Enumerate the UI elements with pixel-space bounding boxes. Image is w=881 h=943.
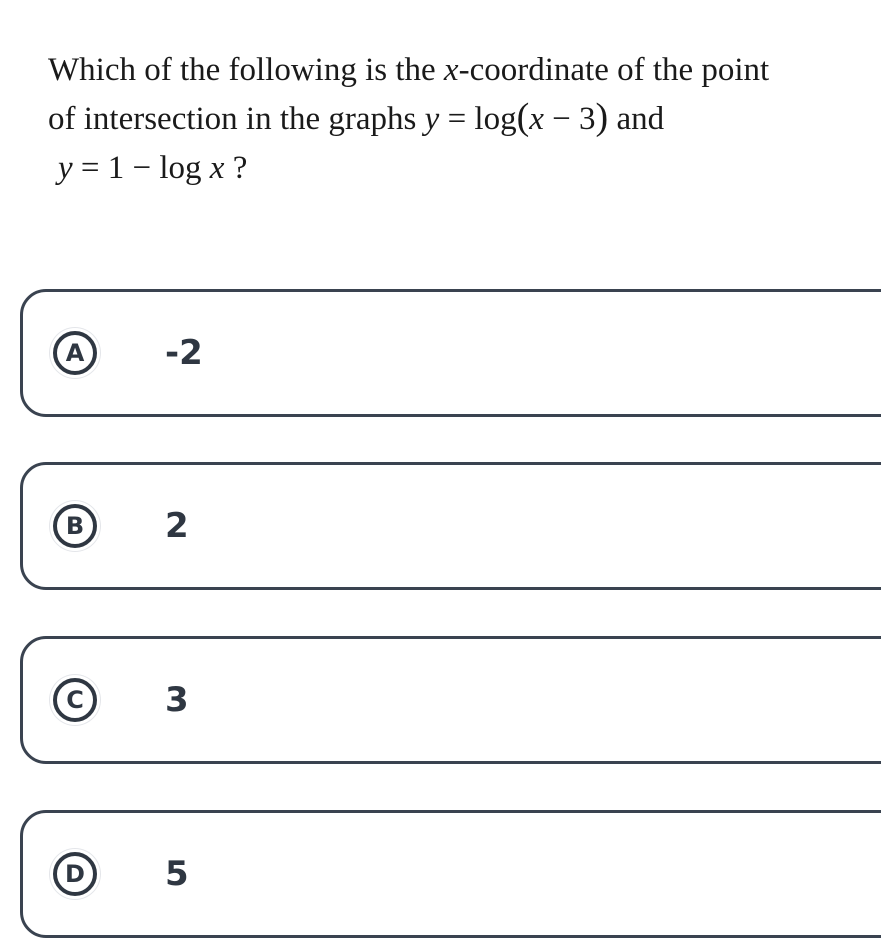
option-letter-a-icon: A — [53, 331, 97, 375]
option-value-b: 2 — [165, 506, 189, 546]
option-letter-c-icon: C — [53, 678, 97, 722]
question-line-2-text: of intersection in the graphs — [48, 101, 425, 137]
answer-option-a[interactable] — [20, 289, 881, 417]
option-value-c: 3 — [165, 680, 189, 720]
equation-2-body: = 1 − log — [72, 150, 210, 186]
question-line-2-and: and — [608, 101, 665, 137]
option-value-a: -2 — [165, 333, 203, 373]
question-line-1-text: Which of the following is the — [48, 52, 444, 88]
question-line-1-rest: -coordinate of the point — [458, 52, 770, 88]
equation-1-open-paren: ( — [516, 96, 530, 138]
equation-1-x: x — [529, 101, 544, 137]
question-text — [48, 46, 868, 193]
question-x-variable: x — [443, 52, 459, 88]
answer-option-d[interactable] — [20, 810, 881, 938]
equation-1-close-paren: ) — [595, 96, 609, 138]
option-value-d: 5 — [165, 854, 189, 894]
question-line-2 — [48, 95, 868, 144]
equation-2-y: y — [58, 150, 73, 186]
option-letter-b-icon: B — [53, 504, 97, 548]
question-line-3 — [48, 144, 868, 193]
equation-2-x: x — [209, 150, 225, 186]
answer-option-c[interactable] — [20, 636, 881, 764]
equation-1-y: y — [424, 101, 440, 137]
question-mark: ? — [224, 150, 248, 186]
option-letter-d-icon: D — [53, 852, 97, 896]
equation-1-log: = log — [439, 101, 517, 137]
question-line-1 — [48, 46, 868, 95]
answer-option-b[interactable] — [20, 462, 881, 590]
equation-1-minus-three: − 3 — [543, 101, 596, 137]
